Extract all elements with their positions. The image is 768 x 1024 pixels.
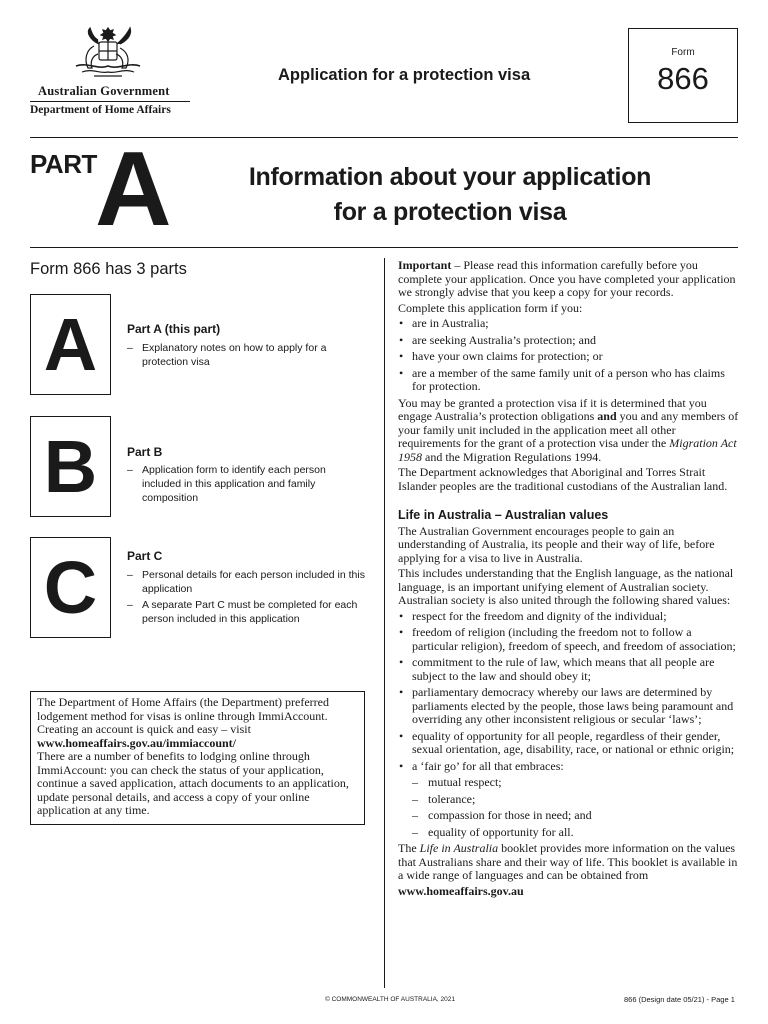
grant-text: you and any members of your family unit included in the application meet all other requirements for the grant of a protection visa under the [398,409,739,450]
grant-text: You may be granted a protection visa if it is determined that you engage Australia’s protection obligations [398,395,707,423]
online-lodgement-box [30,691,365,825]
lodgement-text: The Department of Home Affairs (the Department) preferred lodgement method for visas is online through ImmiAccount. Creating an account is quick and easy – visit [37,695,329,736]
immiaccount-link[interactable]: www.homeaffairs.gov.au/immiaccount/ [37,735,236,750]
section-title-line-2: for a protection visa [333,198,567,226]
lodgement-benefits-text: There are a number of benefits to lodging online through ImmiAccount: you can check the status of your application, continue a saved application, attach documents to an application, update personal details, and access a copy of your online application at any time. [37,749,349,817]
part-b-item: – Application form to identify each person included in this application and family composition [127,463,365,505]
part-b-description [127,463,365,505]
section-title [200,160,700,230]
part-c-heading: Part C [127,549,163,563]
list-item: • have your own claims for protection; or [398,350,740,364]
migration-act-title: Migration Act 1958 [398,436,737,464]
list-item: • are in Australia; [398,317,740,331]
complete-if-intro: Complete this application form if you: [398,300,583,315]
booklet-text-end: booklet provides more information on the values that Australians share and their way of life. This booklet is available in a wide range of languages and can be obtained from [398,841,738,882]
information-column [398,259,740,900]
important-label: Important [398,258,452,272]
booklet-text [398,842,740,883]
part-c-item: – Personal details for each person included in this application [127,568,365,596]
list-item: • are a member of the same family unit of a person who has claims for protection. [398,367,740,394]
booklet-title: Life in Australia [419,841,499,855]
form-number-box [628,28,738,123]
list-item: • commitment to the rule of law, which means that all people are subject to the law and should obey it; [398,656,740,683]
part-c-box: C [30,537,111,638]
column-divider [384,258,385,988]
government-divider [30,101,190,102]
page-footer-date: 866 (Design date 05/21) - Page 1 [624,995,735,1004]
sub-list-item: – tolerance; [398,793,740,807]
form-number: 866 [657,61,709,96]
important-text: – Please read this information carefully before you complete your application. Once you have completed your application we strongly advise that you keep a copy for your records. [398,258,736,299]
form-label: Form [671,47,695,58]
list-item: • equality of opportunity for all people, regardless of their gender, sexual orientation, age, disability, race, or national or ethnic origin; [398,730,740,757]
grant-conditions [398,397,740,465]
sub-list-item: – mutual respect; [398,776,740,790]
part-word: PART [30,149,97,179]
part-c-item: – A separate Part C must be completed for each person included in this application [127,598,365,626]
values-language: This includes understanding that the English language, as the national language, is an important unifying element of Australian society. Australian society is also united through the following shared values: [398,566,734,607]
values-intro: The Australian Government encourages people to gain an understanding of Australia, its people and their way of life, before applying for a visa to live in Australia. [398,523,715,565]
part-b-heading: Part B [127,445,163,459]
part-a-box: A [30,294,111,395]
parts-heading: Form 866 has 3 parts [30,260,187,278]
part-a-item: – Explanatory notes on how to apply for a protection visa [127,341,365,369]
part-a-heading: Part A (this part) [127,322,221,336]
coat-of-arms-logo [68,22,148,82]
eligibility-list [398,317,740,394]
department-name: Department of Home Affairs [30,104,171,116]
copyright-notice: © COMMONWEALTH OF AUSTRALIA, 2021 [325,996,455,1003]
values-list [398,610,740,840]
sub-list-item: – compassion for those in need; and [398,809,740,823]
application-title: Application for a protection visa [278,66,531,84]
part-b-box: B [30,416,111,517]
grant-text: and the Migration Regulations 1994. [422,449,602,464]
part-letter: A [95,130,170,248]
list-item: • a ‘fair go’ for all that embraces: [398,760,740,774]
part-c-description [127,568,365,626]
list-item: • freedom of religion (including the freedom not to follow a particular religion), freedom of speech, and freedom of association; [398,626,740,653]
section-divider [30,247,738,248]
booklet-text-start: The [398,841,420,855]
important-notice [398,259,740,300]
part-a-description [127,341,365,369]
section-title-line-1: Information about your application [248,163,652,191]
grant-and: and [597,409,617,423]
list-item: • are seeking Australia’s protection; and [398,334,740,348]
sub-list-item: – equality of opportunity for all. [398,826,740,840]
list-item: • parliamentary democracy whereby our laws are determined by parliaments elected by the people, those laws being paramount and overriding any other inconsistent religious or secular ‘laws’; [398,686,740,727]
list-item: • respect for the freedom and dignity of the individual; [398,610,740,624]
homeaffairs-link[interactable]: www.homeaffairs.gov.au [398,883,524,898]
government-name: Australian Government [38,84,170,98]
values-heading: Life in Australia – Australian values [398,508,609,522]
acknowledgement-text: The Department acknowledges that Aboriginal and Torres Strait Islander peoples are the traditional custodians of the Australian land. [398,465,728,493]
